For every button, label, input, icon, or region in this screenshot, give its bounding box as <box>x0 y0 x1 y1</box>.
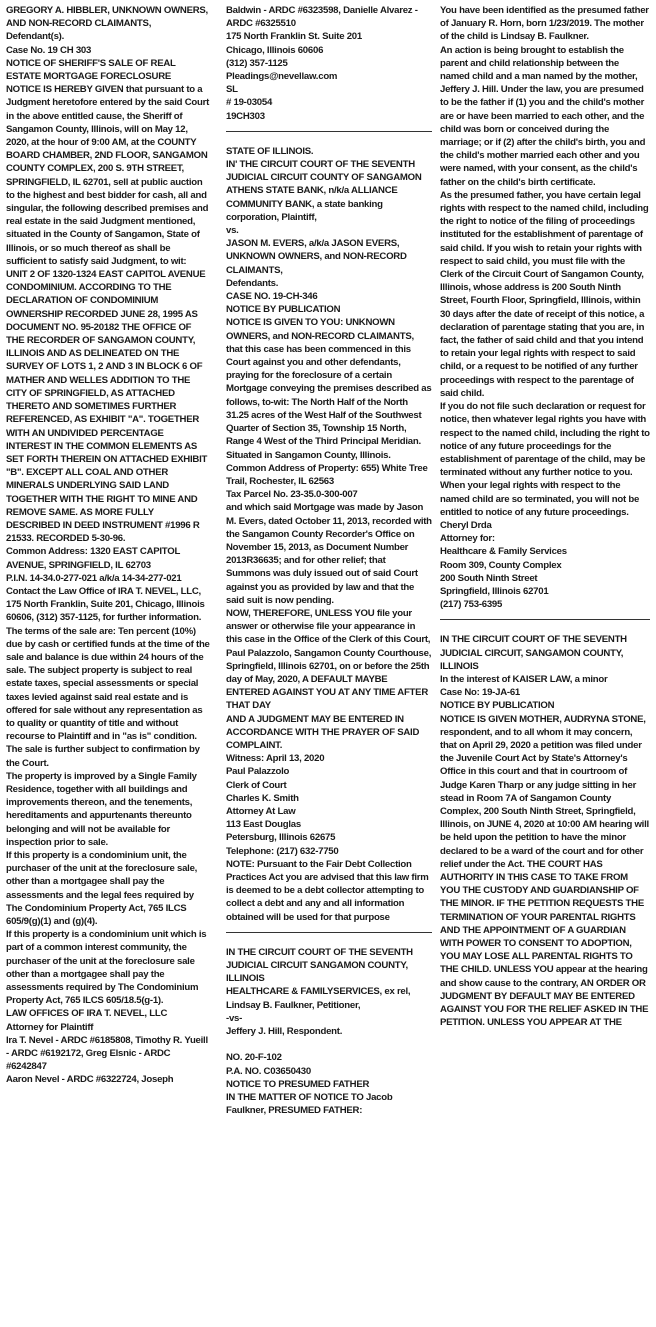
notice-paragraph: JASON M. EVERS, a/k/a JASON EVERS, UNKNOWN OWNERS, and NON-RECORD CLAIMANTS, <box>226 238 407 276</box>
notice-paragraph: P.A. NO. C03650430 <box>226 1065 311 1077</box>
notice-paragraph: GREGORY A. HIBBLER, UNKNOWN OWNERS, AND NON-RECORD CLAIMANTS, Defendant(s). <box>6 5 208 43</box>
notice-paragraph: Charles K. Smith <box>226 792 299 804</box>
notice-paragraph: NOTICE BY PUBLICATION <box>440 700 555 712</box>
notice-paragraph: ATHENS STATE BANK, n/k/a ALLIANCE COMMUNITY BANK, a state banking corporation, Plaintiff, <box>226 185 398 223</box>
notice-paragraph: Attorney At Law <box>226 805 296 817</box>
notice-paragraph: Telephone: (217) 632-7750 <box>226 845 339 857</box>
notice-paragraph: Case No: 19-JA-61 <box>440 687 520 699</box>
section-divider <box>226 131 432 132</box>
notice-paragraph: Witness: April 13, 2020 <box>226 753 325 765</box>
column-2 <box>226 4 432 1117</box>
notice-paragraph: The terms of the sale are: Ten percent (10%) due by cash or certified funds at the time of the sale and balance is due within 24 hours of the sale. The subject property is subject to real estate taxes, special assessments or special taxes levied against said real estate and is offered for sale without any representation as to quality or quantity of title and without recourse to Plaintiff and in "as is" condition. The sale is further subject to confirmation by the Court. <box>6 625 210 769</box>
notice-paragraph: Defendants. <box>226 277 279 289</box>
notice-paragraph: NO. 20-F-102 <box>226 1052 282 1064</box>
notice-paragraph: Contact the Law Office of IRA T. NEVEL, LLC, 175 North Franklin, Suite 201, Chicago, Illinois 60606, (312) 357-1125, for further information. <box>6 585 205 624</box>
notice-paragraph: NOTICE IS GIVEN MOTHER, AUDRYNA STONE, respondent, and to all whom it may concern, that on April 29, 2020 a petition was filed under the Juvenile Court Act by State's Attorney's Office in this court and that in courtroom of Judge Karen Tharp or any judge sitting in her stead in Room 7A of Sangamon County Complex, 200 South Ninth Street, Springfield, Illinois, on JUNE 4, 2020 at 10:00 AM hearing will be held upon the petition to have the minor declared to be a ward of the court and for other relief under the Act. THE COURT HAS AUTHORITY IN THIS CASE TO TAKE FROM YOU THE CUSTODY AND GUARDIANSHIP OF THE MINOR. IF THE PETITION REQUESTS THE TERMINATION OF YOUR PARENTAL RIGHTS AND THE APPOINTMENT OF A GUARDIAN WITH POWER TO CONSENT TO ADOPTION, YOU MAY LOSE ALL PARENTAL RIGHTS TO THE CHILD. UNLESS YOU appear at the hearing and show cause to the contrary, AN ORDER OR JUDGMENT BY DEFAULT MAY BE ENTERED AGAINST YOU FOR THE RELIEF ASKED IN THE PETITION. UNLESS YOU APPEAR AT THE <box>440 713 649 1029</box>
notice-paragraph: If you do not file such declaration or request for notice, then whatever legal rights you have with respect to the named child, including the right to notice of any future proceedings for the establishment of parentage of the child, may be terminated without any further notice to you. When your legal rights with respect to the named child are so terminated, you will not be entitled to notice of any future proceedings. <box>440 401 650 518</box>
notice-paragraph: Chicago, Illinois 60606 <box>226 44 324 56</box>
notice-paragraph: You have been identified as the presumed father of January R. Horn, born 1/23/2019. The mother of the child is Lindsay B. Faulkner. <box>440 5 649 43</box>
notice-paragraph: Cheryl Drda <box>440 519 492 531</box>
notice-paragraph: 19CH303 <box>226 110 265 122</box>
notice-paragraph: and which said Mortgage was made by Jason M. Evers, dated October 11, 2013, recorded with the Sangamon County Recorder's Office on November 15, 2013, as Document Number 2013R36635; and for other relief; that Summons was duly issued out of said Court against you as provided by law and that the said suit is now pending. <box>226 502 432 606</box>
notice-paragraph: Attorney for Plaintiff <box>6 1021 94 1033</box>
notice-paragraph: -vs- <box>226 1012 243 1024</box>
notice-paragraph: Tax Parcel No. 23-35.0-300-007 <box>226 489 358 501</box>
notice-paragraph: NOTICE IS GIVEN TO YOU: UNKNOWN OWNERS, and NON-RECORD CLAIMANTS, that this case has been commenced in this Court against you and other defendants, praying for the foreclosure of a certain Mortgage conveying the premises described as follows, to-wit: The North Half of the North 31.25 acres of the West Half of the Southwest Quarter of Section 35, Township 15 North, Range 4 West of the Third Principal Meridian. Situated in Sangamon County, Illinois. <box>226 317 432 461</box>
notice-paragraph: (217) 753-6395 <box>440 599 503 611</box>
notice-paragraph: HEALTHCARE & FAMILYSERVICES, ex rel, Lindsay B. Faulkner, Petitioner, <box>226 986 411 1011</box>
notice-paragraph: # 19-03054 <box>226 97 273 109</box>
notice-paragraph: NOTICE TO PRESUMED FATHER <box>226 1078 370 1090</box>
notice-paragraph: 175 North Franklin St. Suite 201 <box>226 31 362 43</box>
notice-paragraph: IN' THE CIRCUIT COURT OF THE SEVENTH JUDICIAL CIRCUIT COUNTY OF SANGAMON <box>226 159 422 184</box>
notice-paragraph: (312) 357-1125 <box>226 57 288 69</box>
notice-paragraph: In the interest of KAISER LAW, a minor <box>440 673 608 685</box>
notice-paragraph: UNIT 2 OF 1320-1324 EAST CAPITOL AVENUE CONDOMINIUM. ACCORDING TO THE DECLARATION OF CONDOMINIUM OWNERSHIP RECORDED JUNE 28, 1995 AS DOCUMENT NO. 95-20182 THE OFFICE OF THE RECORDER OF SANGAMON COUNTY, ILLINOIS AND AS DELINEATED ON THE SURVEY OF LOTS 1, 2 AND 3 IN BLOCK 6 OF MATHER AND WELLES ADDITION TO THE CITY OF SPRINGFIELD, AS ATTACHED THERETO AND SOMETIMES FURTHER REFERENCED, AS EXHIBIT "A". TOGETHER WITH AN UNDIVIDED PERCENTAGE INTEREST IN THE COMMON ELEMENTS AS SET FORTH THEREIN ON ATTACHED EXHIBIT "B". EXCEPT ALL COAL AND OTHER MINERALS UNDERLYING SAID LAND TOGETHER WITH THE RIGHT TO MINE AND REMOVE SAME. AS MORE FULLY DESCRIBED IN DEED INSTRUMENT #1996 R 21533. RECORDED 5-30-96. <box>6 269 208 545</box>
notice-paragraph: As the presumed father, you have certain legal rights with respect to the named child, including the right to notice of the filing of proceedings instituted for the establishment of parentage of said child. If you wish to retain your rights with respect to said child, you must file with the Clerk of the Circuit Court of Sangamon County, Illinois, whose address is 200 South Ninth Street, Fourth Floor, Springfield, Illinois, within 30 days after the date of receipt of this notice, a declaration of parentage stating that you are, in fact, the father of said child and that you intend to retain your legal rights with respect to said child, or a request to be notified of any further proceedings with respect to the parentage of said child. <box>440 189 649 399</box>
notice-paragraph <box>226 1038 432 1051</box>
notice-paragraph: 200 South Ninth Street <box>440 572 538 584</box>
notice-paragraph: Paul Palazzolo <box>226 766 290 778</box>
notice-paragraph: If this property is a condominium unit which is part of a common interest community, the purchaser of the unit at the foreclosure sale other than a mortgagee shall pay the assessments required by The Condominium Property Act, 765 ILCS 605/18.5(g-1). <box>6 929 207 1007</box>
notice-paragraph: Room 309, County Complex <box>440 559 562 571</box>
notice-paragraph: IN THE CIRCUIT COURT OF THE SEVENTH JUDICIAL CIRCUIT SANGAMON COUNTY, ILLINOIS <box>226 946 413 985</box>
notice-paragraph: Attorney for: <box>440 533 495 545</box>
notice-paragraph: NOTICE BY PUBLICATION <box>226 304 341 316</box>
notice-paragraph: IN THE CIRCUIT COURT OF THE SEVENTH JUDICIAL CIRCUIT, SANGAMON COUNTY, ILLINOIS <box>440 634 627 672</box>
notice-paragraph: Healthcare & Family Services <box>440 546 567 558</box>
notice-paragraph: LAW OFFICES OF IRA T. NEVEL, LLC <box>6 1008 168 1020</box>
notice-paragraph: NOTICE OF SHERIFF'S SALE OF REAL ESTATE MORTGAGE FORECLOSURE <box>6 57 176 83</box>
notice-paragraph: Ira T. Nevel - ARDC #6185808, Timothy R. Yueill - ARDC #6192172, Greg Elsnic - ARDC #6242847 <box>6 1034 208 1073</box>
notice-paragraph: Springfield, Illinois 62701 <box>440 585 549 597</box>
notice-paragraph: Petersburg, Illinois 62675 <box>226 832 336 844</box>
notice-paragraph: Common Address: 1320 EAST CAPITOL AVENUE, SPRINGFIELD, IL 62703 <box>6 546 180 571</box>
notice-paragraph: Jeffery J. Hill, Respondent. <box>226 1026 343 1038</box>
notice-paragraph: The property is improved by a Single Family Residence, together with all buildings and improvements thereon, and the tenements, hereditaments and appurtenants thereunto belonging and will not be available for inspection prior to sale. <box>6 770 197 848</box>
notice-paragraph: An action is being brought to establish the parent and child relationship between the named child and a man named by the mother, Jeffery J. Hill. Under the law, you are presumed to be the father if (1) you and the child's mother are or have been married to each other, and the child was born or conceived during the marriage; or if (2) after the child's birth, you and the child's mother married each other and you were named, with your consent, as the child's father on the child's birth certificate. <box>440 44 646 188</box>
notice-paragraph: STATE OF ILLINOIS. <box>226 145 314 157</box>
notice-paragraph: Common Address of Property: 655) White Tree Trail, Rochester, IL 62563 <box>226 462 428 487</box>
column-3 <box>440 4 650 1029</box>
section-divider <box>226 932 432 933</box>
notice-paragraph: SL <box>226 84 238 96</box>
notice-paragraph: 113 East Douglas <box>226 819 301 831</box>
notice-paragraph: Pleadings@nevellaw.com <box>226 71 338 83</box>
notice-paragraph: IN THE MATTER OF NOTICE TO Jacob Faulkner, PRESUMED FATHER: <box>226 1092 393 1117</box>
notice-paragraph: AND A JUDGMENT MAY BE ENTERED IN ACCORDANCE WITH THE PRAYER OF SAID COMPLAINT. <box>226 713 420 751</box>
notice-paragraph: Aaron Nevel - ARDC #6322724, Joseph <box>6 1074 174 1086</box>
notice-paragraph: CASE NO. 19-CH-346 <box>226 291 318 303</box>
notice-paragraph: Case No. 19 CH 303 <box>6 44 92 56</box>
notice-paragraph: NOTICE IS HEREBY GIVEN that pursuant to a Judgment heretofore entered by the said Court in the above entitled cause, the Sheriff of Sangamon County, Illinois, will on May 12, 2020, at the hour of 9:00 AM, at the COUNTY BOARD CHAMBER, 2ND FLOOR, SANGAMON COUNTY COMPLEX, 200 S. 9TH STREET, SPRINGFIELD, IL 62701, sell at public auction to the highest and best bidder for cash, all and singular, the following described premises and real estate in the said Judgment mentioned, situated in the County of Sangamon, State of Illinois, or so much thereof as shall be sufficient to satisfy said Judgment, to wit: <box>6 84 210 267</box>
notice-paragraph: vs. <box>226 225 239 237</box>
notice-paragraph: Clerk of Court <box>226 779 287 791</box>
notice-paragraph: P.I.N. 14-34.0-277-021 a/k/a 14-34-277-021 <box>6 572 182 584</box>
notice-paragraph: NOW, THEREFORE, UNLESS YOU file your answer or otherwise file your appearance in this case in the Office of the Clerk of this Court, Paul Palazzolo, Sangamon County Courthouse, Springfield, Illinois 62701, on or before the 25th day of May, 2020, A DEFAULT MAYBE ENTERED AGAINST YOU AT ANY TIME AFTER THAT DAY <box>226 607 432 712</box>
notice-paragraph: NOTE: Pursuant to the Fair Debt Collection Practices Act you are advised that this law firm is deemed to be a debt collector attempting to collect a debt and any and all information obtained will be used for that purpose <box>226 858 429 923</box>
notice-paragraph: If this property is a condominium unit, the purchaser of the unit at the foreclosure sale, other than a mortgagee shall pay the assessments and the legal fees required by The Condominium Property Act, 765 ILCS 605/9(g)(1) and (g)(4). <box>6 850 198 928</box>
section-divider <box>440 619 650 620</box>
notice-paragraph: Baldwin - ARDC #6323598, Danielle Alvarez - ARDC #6325510 <box>226 5 418 30</box>
column-1 <box>6 4 210 1087</box>
